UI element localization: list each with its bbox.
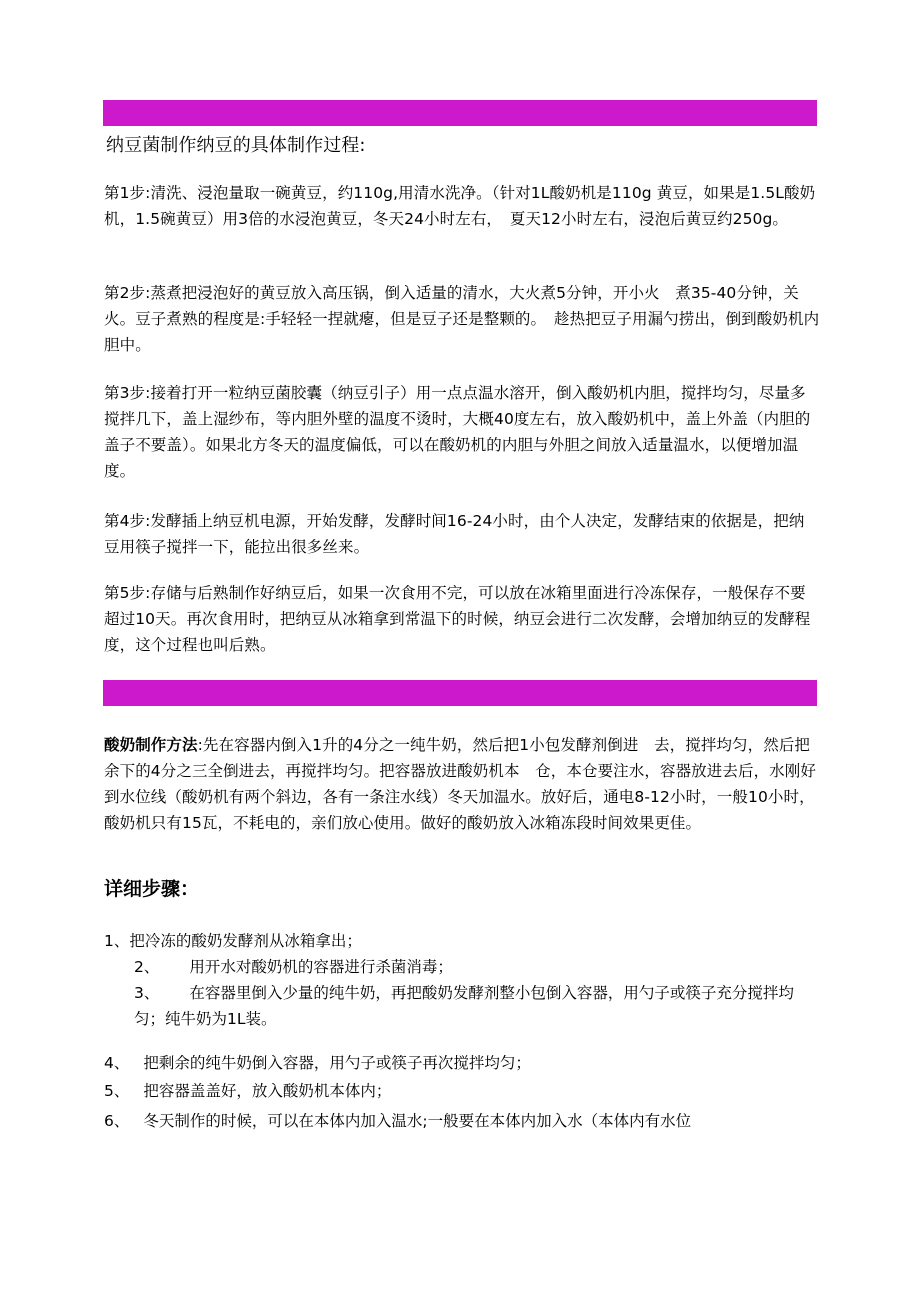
detail-number: 5、 — [104, 1082, 130, 1100]
step-label: 第3步 — [104, 384, 146, 402]
detail-text: 把冷冻的酸奶发酵剂从冰箱拿出； — [129, 932, 362, 950]
step-label: 第4步 — [104, 512, 146, 530]
yogurt-method-label: 酸奶制作方法 — [104, 736, 198, 754]
step-label: 第2步 — [104, 284, 146, 302]
detail-number: 6、 — [104, 1112, 130, 1130]
step-text: :蒸煮把浸泡好的黄豆放入高压锅，倒入适量的清水，大火煮5分钟，开小火 煮35-40分钟，关火。豆子煮熟的程度是:手轻轻一捏就瘪，但是豆子还是整颗的。 趁热把豆子用漏勺捞出，倒到酸奶机内胆中。 — [104, 284, 820, 354]
step-2-paragraph — [104, 280, 820, 358]
detail-item-1 — [104, 928, 804, 954]
detail-number: 3、 — [134, 984, 160, 1002]
step-1-paragraph — [104, 180, 820, 232]
yogurt-method-paragraph — [104, 732, 820, 836]
step-text: :存储与后熟制作好纳豆后，如果一次食用不完，可以放在冰箱里面进行冷冻保存，一般保存不要超过10天。再次食用时，把纳豆从冰箱拿到常温下的时候，纳豆会进行二次发酵，会增加纳豆的发酵程度，这个过程也叫后熟。 — [104, 584, 811, 654]
detail-item-2 — [134, 954, 814, 980]
detail-number: 2、 — [134, 958, 160, 976]
section-subheading: 纳豆菌制作纳豆的具体制作过程: — [106, 135, 366, 156]
detail-item-4 — [104, 1050, 820, 1076]
step-3-paragraph — [104, 380, 820, 484]
detail-text: 把剩余的纯牛奶倒入容器，用勺子或筷子再次搅拌均匀； — [143, 1054, 531, 1072]
detail-item-6 — [104, 1108, 820, 1134]
step-label: 第1步 — [104, 184, 146, 202]
detail-text: 把容器盖盖好，放入酸奶机本体内； — [143, 1082, 392, 1100]
detail-item-3 — [134, 980, 820, 1032]
step-text: :接着打开一粒纳豆菌胶囊（纳豆引子）用一点点温水溶开，倒入酸奶机内胆，搅拌均匀，尽量多搅拌几下，盖上湿纱布，等内胆外壁的温度不烫时，大概40度左右，放入酸奶机中，盖上外盖（内胆的盖子不要盖）。如果北方冬天的温度偏低，可以在酸奶机的内胆与外胆之间放入适量温水，以便增加温度。 — [104, 384, 811, 480]
section-divider-bar — [103, 100, 817, 126]
section-divider-bar — [103, 680, 817, 706]
detail-text: 冬天制作的时候，可以在本体内加入温水;一般要在本体内加入水（本体内有水位 — [143, 1112, 692, 1130]
details-heading: 详细步骤： — [104, 878, 200, 900]
step-text: :清洗、浸泡量取一碗黄豆，约110g,用清水洗净。（针对1L酸奶机是110g 黄豆，如果是1.5L酸奶机，1.5碗黄豆）用3倍的水浸泡黄豆，冬天24小时左右， 夏天12小时左右，浸泡后黄豆约250g。 — [104, 184, 816, 228]
step-5-paragraph — [104, 580, 820, 658]
detail-item-5 — [104, 1078, 820, 1104]
step-text: :发酵插上纳豆机电源，开始发酵，发酵时间16-24小时，由个人决定，发酵结束的依据是，把纳豆用筷子搅拌一下，能拉出很多丝来。 — [104, 512, 805, 556]
detail-text: 用开水对酸奶机的容器进行杀菌消毒； — [189, 958, 453, 976]
yogurt-method-text: :先在容器内倒入1升的4分之一纯牛奶，然后把1小包发酵剂倒进 去，搅拌均匀，然后把余下的4分之三全倒进去，再搅拌均匀。把容器放进酸奶机本 仓，本仓要注水，容器放进去后，水刚好到水位线（酸奶机有两个斜边，各有一条注水线）冬天加温水。放好后，通电8-12小时，一般10小时，酸奶机只有15瓦，不耗电的，亲们放心使用。做好的酸奶放入冰箱冻段时间效果更佳。 — [104, 736, 816, 832]
step-4-paragraph — [104, 508, 820, 560]
detail-number: 4、 — [104, 1054, 130, 1072]
step-label: 第5步 — [104, 584, 146, 602]
detail-text: 在容器里倒入少量的纯牛奶，再把酸奶发酵剂整小包倒入容器，用勺子或筷子充分搅拌均匀；纯牛奶为1L装。 — [134, 984, 794, 1028]
detail-number: 1、 — [104, 932, 130, 950]
